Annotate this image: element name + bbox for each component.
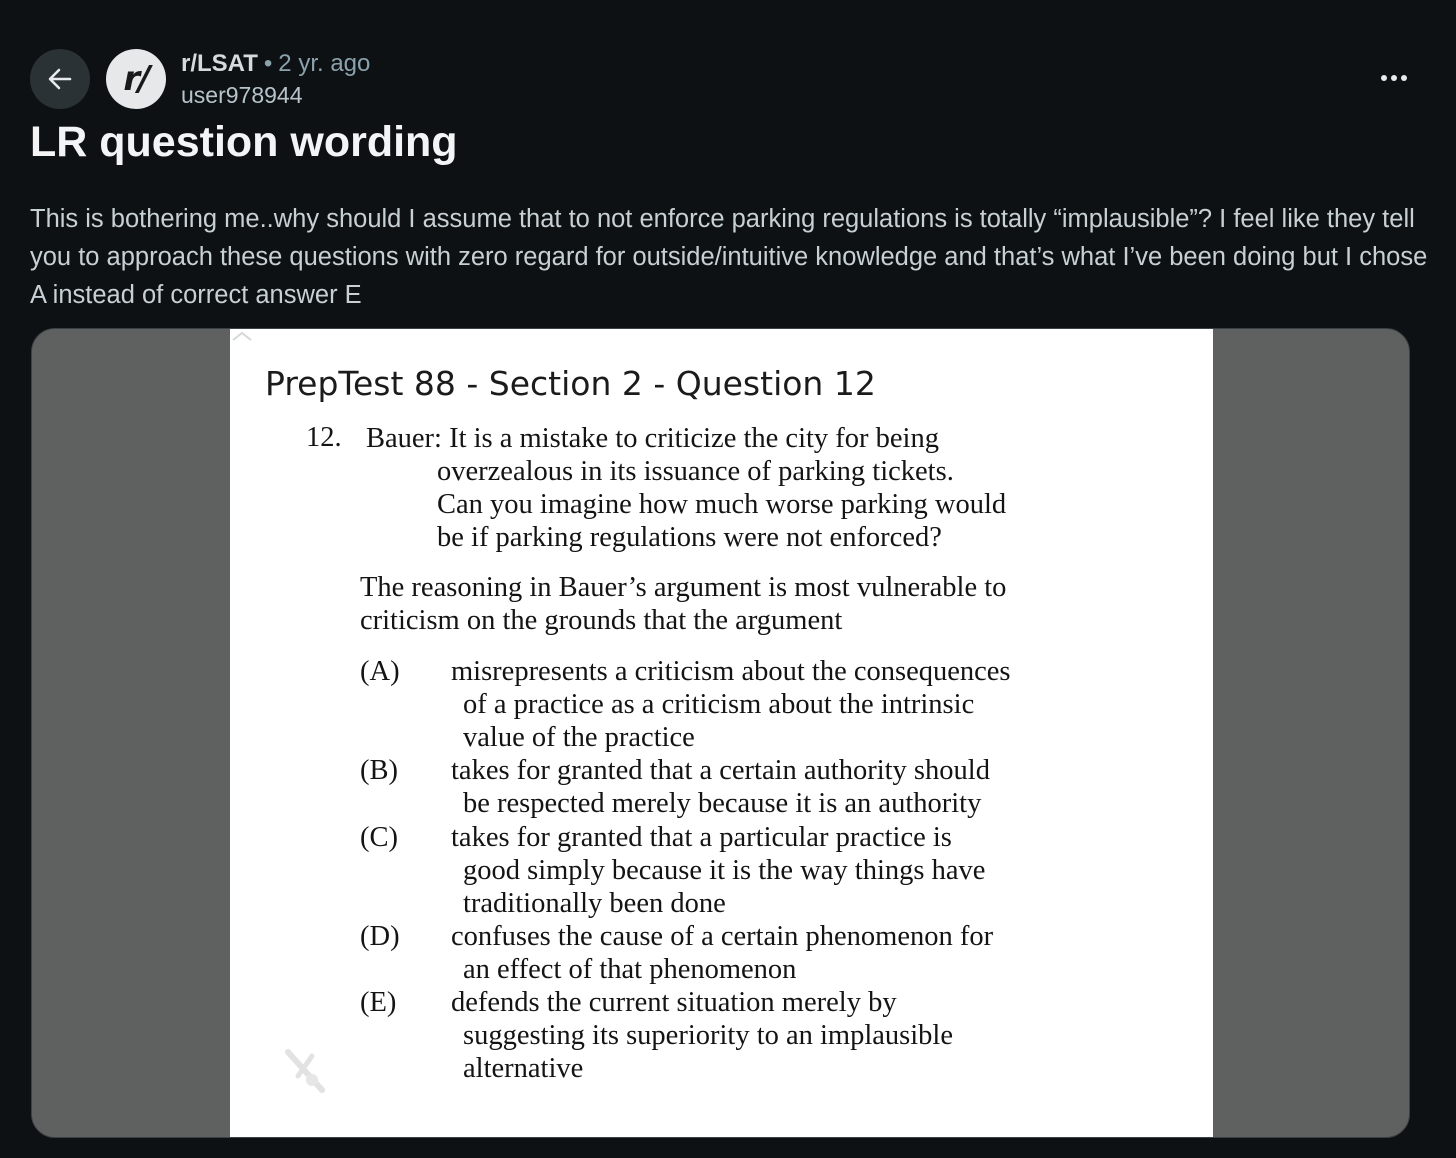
choice-line: suggesting its superiority to an implausible — [463, 1020, 953, 1051]
post-body: This is bothering me..why should I assume that to not enforce parking regulations is totally “implausible”? I feel like they tell you to approach these questions with zero regard for outside/intuitive knowledge and that’s what I’ve been doing but I chose A instead of correct answer E — [30, 205, 1428, 309]
question-screenshot — [230, 328, 1213, 1138]
arrow-left-icon — [44, 63, 76, 95]
subreddit-avatar-text: r/ — [123, 59, 149, 99]
choice-line: confuses the cause of a certain phenomenon for — [451, 921, 994, 952]
choice-line: an effect of that phenomenon — [463, 954, 797, 985]
choice-line: traditionally been done — [463, 888, 726, 919]
post-author[interactable]: user978944 — [181, 82, 303, 108]
stem-line: Can you imagine how much worse parking would — [437, 489, 1007, 520]
post-title: LR question wording — [30, 118, 458, 166]
meta-separator: • — [263, 50, 273, 77]
subreddit-name[interactable]: r/LSAT — [181, 50, 258, 77]
choice-label: (C) — [360, 822, 398, 853]
prompt-line: The reasoning in Bauer’s argument is most vulnerable to — [360, 572, 1007, 603]
stem-line: overzealous in its issuance of parking tickets. — [437, 456, 954, 487]
post-image[interactable] — [31, 328, 1410, 1138]
choice-line: alternative — [463, 1053, 584, 1084]
choice-line: value of the practice — [463, 722, 695, 753]
more-horizontal-icon — [1379, 73, 1409, 83]
back-button[interactable] — [30, 49, 90, 109]
post-age: 2 yr. ago — [278, 50, 371, 77]
choice-line: be respected merely because it is an authority — [463, 788, 982, 819]
watermark-icon — [282, 1046, 330, 1098]
choice-line: misrepresents a criticism about the consequences — [451, 656, 1011, 687]
question-prompt — [360, 571, 1040, 637]
choice-line: takes for granted that a particular practice is — [451, 822, 952, 853]
stem-line: be if parking regulations were not enforced? — [437, 522, 942, 553]
stem-line: Bauer: It is a mistake to criticize the city for being — [366, 423, 939, 454]
question-stem — [366, 422, 1026, 554]
choice-line: defends the current situation merely by — [451, 987, 897, 1018]
choice-line: takes for granted that a certain authority should — [451, 755, 990, 786]
chevron-up-icon — [230, 328, 260, 344]
choice-label: (D) — [360, 921, 400, 952]
question-header: PrepTest 88 - Section 2 - Question 12 — [265, 364, 876, 403]
prompt-line: criticism on the grounds that the argument — [360, 605, 843, 636]
choice-label: (A) — [360, 656, 400, 687]
choice-line: of a practice as a criticism about the intrinsic — [463, 689, 975, 720]
choice-label: (E) — [360, 987, 397, 1018]
question-number: 12. — [306, 422, 342, 453]
post-meta — [181, 50, 370, 78]
more-options-button[interactable] — [1372, 60, 1416, 96]
choice-label: (B) — [360, 755, 398, 786]
subreddit-avatar[interactable] — [106, 49, 166, 109]
choice-line: good simply because it is the way things have — [463, 855, 986, 886]
